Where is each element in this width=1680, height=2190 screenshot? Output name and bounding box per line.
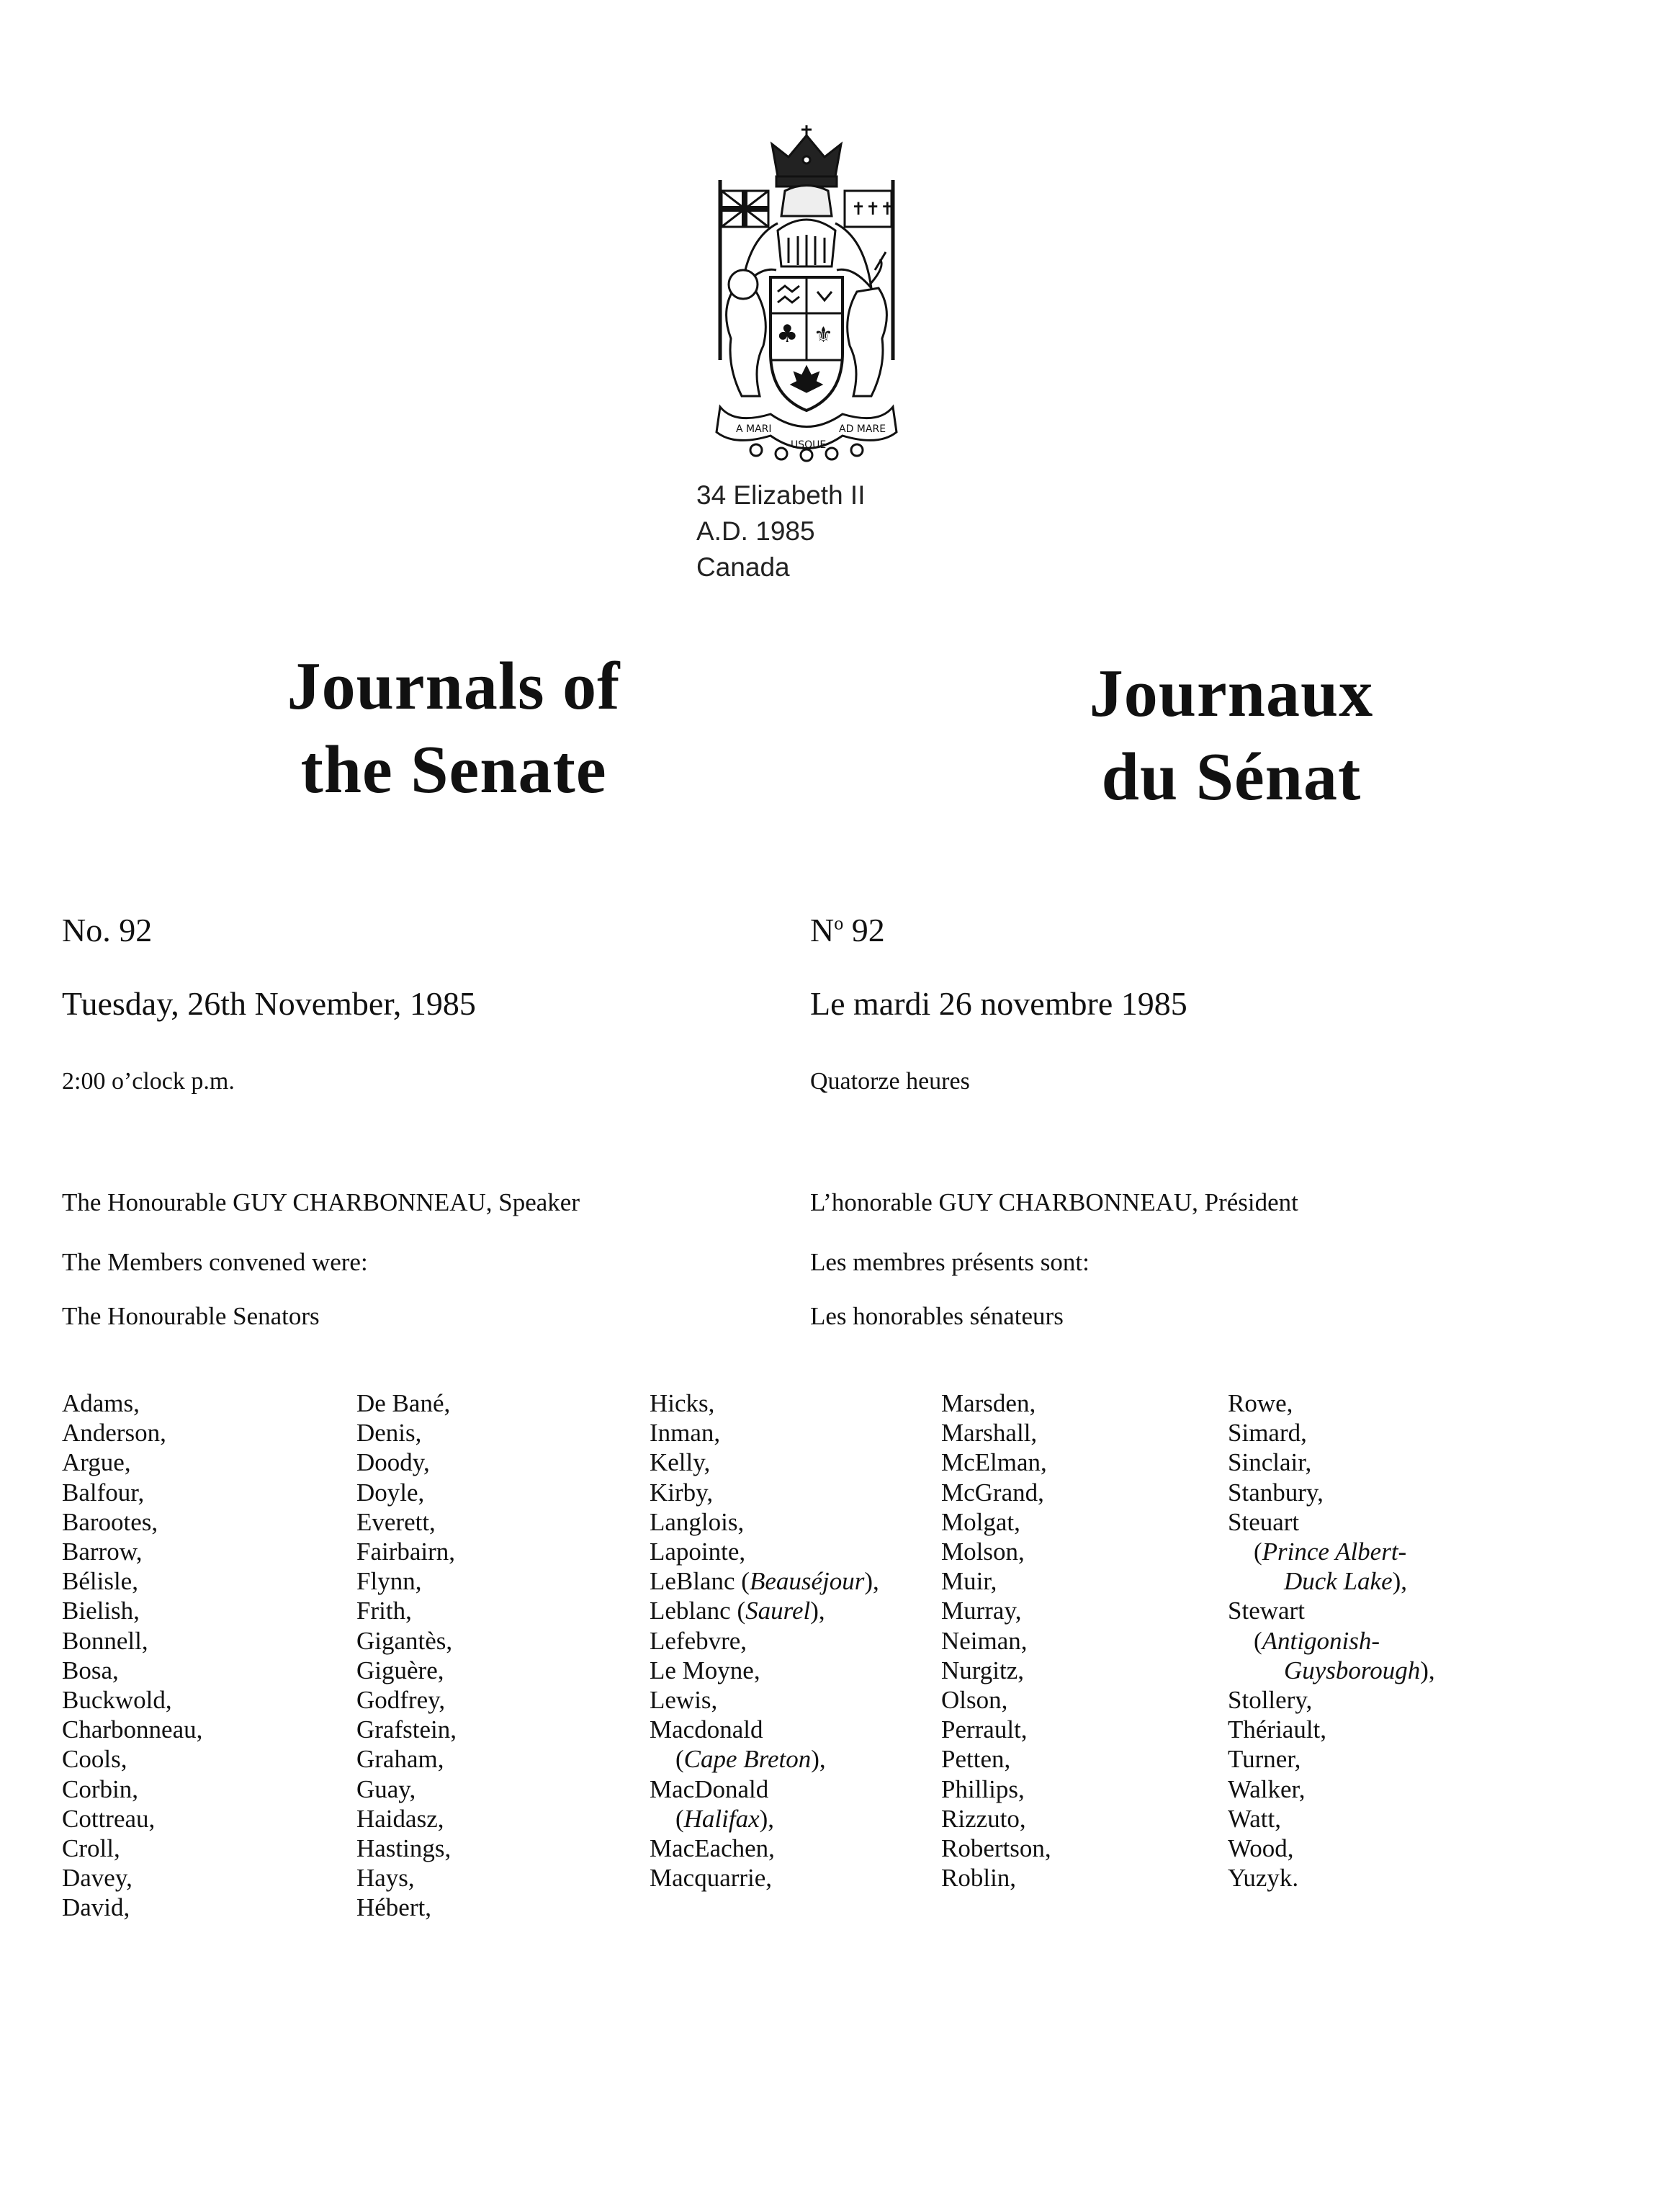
senator-name: Stanbury, xyxy=(1228,1478,1324,1507)
senator-name: Hicks, xyxy=(650,1389,715,1417)
senator-punct: ), xyxy=(811,1745,826,1774)
svg-text:♣: ♣ xyxy=(776,320,799,349)
senator-punct: ), xyxy=(864,1567,879,1596)
senator-name: Cools, xyxy=(62,1745,127,1774)
senator-name: MacEachen, xyxy=(650,1834,775,1863)
senator-name: Everett, xyxy=(356,1507,436,1536)
motto-left: A MARI xyxy=(736,423,772,435)
senator-name: Lewis, xyxy=(650,1686,718,1715)
title-french-line1: Journaux xyxy=(1089,656,1374,731)
speaker-french: L’honorable GUY CHARBONNEAU, Président xyxy=(810,1188,1298,1216)
senator-name: Adams, xyxy=(62,1389,140,1417)
senator-name: Robertson, xyxy=(941,1834,1051,1863)
sitting-date-english: Tuesday, 26th November, 1985 xyxy=(62,985,476,1022)
senator-punct: ( xyxy=(675,1745,684,1774)
motto-right: AD MARE xyxy=(839,423,886,435)
senator-riding-line xyxy=(650,1744,879,1774)
senator-riding-line xyxy=(1228,1626,1435,1656)
regnal-year: 34 Elizabeth II xyxy=(696,480,866,510)
title-english-line1: Journals of xyxy=(287,649,621,724)
anno-domini: A.D. 1985 xyxy=(696,516,815,546)
senator-punct: ), xyxy=(1392,1567,1408,1596)
senator-punct: ), xyxy=(759,1804,775,1833)
senator-name: Doyle, xyxy=(356,1478,425,1507)
senator-riding: Beauséjour xyxy=(749,1567,865,1596)
coat-of-arms-emblem xyxy=(691,122,922,465)
senator-punct: ), xyxy=(810,1597,825,1625)
senator-name: Watt, xyxy=(1228,1804,1281,1833)
senator-name: Graham, xyxy=(356,1745,444,1774)
senator-riding: Saurel xyxy=(745,1597,811,1625)
senator-name: Charbonneau, xyxy=(62,1715,203,1744)
members-convened-french: Les membres présents sont: xyxy=(810,1248,1090,1276)
senators-heading-english: The Honourable Senators xyxy=(62,1302,320,1330)
members-convened-english: The Members convened were: xyxy=(62,1248,368,1276)
senator-name: Fairbairn, xyxy=(356,1538,456,1566)
senator-name: Macdonald xyxy=(650,1715,763,1744)
senator-name: Hébert, xyxy=(356,1893,431,1922)
senator-punct: ( xyxy=(675,1804,684,1833)
title-english-line2: the Senate xyxy=(300,732,607,807)
senator-riding: Duck Lake xyxy=(1284,1567,1393,1596)
senator-name: Barootes, xyxy=(62,1507,158,1536)
senator-riding-line xyxy=(1228,1656,1435,1685)
svg-text:⚜: ⚜ xyxy=(814,323,833,348)
issue-number-value: 92 xyxy=(843,912,885,948)
senator-riding: Cape Breton xyxy=(683,1745,812,1774)
senator-name: Yuzyk. xyxy=(1228,1864,1299,1893)
senator-name: Bielish, xyxy=(62,1597,140,1625)
sitting-time-english: 2:00 o’clock p.m. xyxy=(62,1068,235,1095)
senator-name: Kelly, xyxy=(650,1448,711,1477)
senator-name: Petten, xyxy=(941,1745,1011,1774)
senator-name: Thériault, xyxy=(1228,1715,1327,1744)
senators-column-5 xyxy=(1228,1388,1435,1893)
country: Canada xyxy=(696,552,790,582)
senators-heading-french: Les honorables sénateurs xyxy=(810,1302,1064,1330)
issue-number-superscript: o xyxy=(834,912,844,934)
senator-name: Marshall, xyxy=(941,1419,1038,1448)
senator-name: Lapointe, xyxy=(650,1538,746,1566)
svg-text:✝✝✝: ✝✝✝ xyxy=(851,199,895,219)
senator-name-with-riding xyxy=(650,1596,879,1625)
senator-name: McGrand, xyxy=(941,1478,1044,1507)
senator-name: Croll, xyxy=(62,1834,120,1863)
senator-name: Simard, xyxy=(1228,1419,1307,1448)
senator-name: Turner, xyxy=(1228,1745,1301,1774)
senator-name: David, xyxy=(62,1893,130,1922)
senator-name: Sinclair, xyxy=(1228,1448,1312,1477)
senator-name: Marsden, xyxy=(941,1389,1036,1417)
senator-name: Anderson, xyxy=(62,1419,166,1448)
senator-name: Gigantès, xyxy=(356,1626,453,1655)
crown-icon xyxy=(772,125,841,187)
senator-name: Langlois, xyxy=(650,1507,745,1536)
senator-name: Davey, xyxy=(62,1864,132,1893)
senator-name: Murray, xyxy=(941,1597,1022,1625)
senator-name: Corbin, xyxy=(62,1774,138,1803)
senator-name: Haidasz, xyxy=(356,1804,444,1833)
senator-name: Perrault, xyxy=(941,1715,1028,1744)
senator-name: Nurgitz, xyxy=(941,1656,1025,1684)
senator-name: Argue, xyxy=(62,1448,131,1477)
senator-name: Barrow, xyxy=(62,1538,143,1566)
senator-name: Giguère, xyxy=(356,1656,444,1684)
senator-name: Bosa, xyxy=(62,1656,119,1684)
senators-column-4 xyxy=(941,1388,1051,1893)
title-french xyxy=(987,652,1476,819)
title-french-line2: du Sénat xyxy=(1101,740,1362,814)
senator-name: Inman, xyxy=(650,1419,721,1448)
senator-riding: Antigonish- xyxy=(1262,1626,1380,1655)
senator-name: Molson, xyxy=(941,1538,1025,1566)
senator-name: Hastings, xyxy=(356,1834,452,1863)
issue-number-prefix: N xyxy=(810,912,835,948)
senator-riding-line xyxy=(650,1804,879,1834)
senator-name: Rowe, xyxy=(1228,1389,1293,1417)
senator-punct: ( xyxy=(1254,1538,1262,1566)
senator-name: Kirby, xyxy=(650,1478,714,1507)
senator-name: Macquarrie, xyxy=(650,1864,773,1893)
issue-number-english: No. 92 xyxy=(62,912,153,948)
senator-surname: Leblanc ( xyxy=(650,1597,746,1625)
senator-punct: ), xyxy=(1420,1656,1435,1684)
senator-riding: Halifax xyxy=(683,1804,760,1833)
senator-name: Flynn, xyxy=(356,1567,422,1596)
senator-name: Phillips, xyxy=(941,1774,1025,1803)
motto-center: USQUE xyxy=(791,439,827,451)
senators-column-3 xyxy=(650,1388,879,1893)
senator-name: Balfour, xyxy=(62,1478,145,1507)
title-english xyxy=(209,645,698,812)
senators-column-1 xyxy=(62,1388,202,1923)
senator-name: Lefebvre, xyxy=(650,1626,747,1655)
senator-name: Stewart xyxy=(1228,1597,1305,1625)
sitting-time-french: Quatorze heures xyxy=(810,1068,970,1095)
senator-name: Molgat, xyxy=(941,1507,1020,1536)
senator-riding-line xyxy=(1228,1566,1435,1596)
senator-name: Walker, xyxy=(1228,1774,1306,1803)
senator-name: Guay, xyxy=(356,1774,416,1803)
senator-name: Bélisle, xyxy=(62,1567,138,1596)
senator-name-with-riding xyxy=(650,1566,879,1596)
senators-column-2 xyxy=(356,1388,457,1923)
senator-surname: LeBlanc ( xyxy=(650,1567,750,1596)
senator-name: Godfrey, xyxy=(356,1686,446,1715)
senator-punct: ( xyxy=(1254,1626,1262,1655)
senator-name: Roblin, xyxy=(941,1864,1017,1893)
senator-name: Doody, xyxy=(356,1448,430,1477)
senator-riding-line xyxy=(1228,1537,1435,1566)
senator-name: McElman, xyxy=(941,1448,1047,1477)
senator-name: Stollery, xyxy=(1228,1686,1313,1715)
senator-name: Denis, xyxy=(356,1419,422,1448)
senator-name: Olson, xyxy=(941,1686,1008,1715)
senator-name: MacDonald xyxy=(650,1774,769,1803)
senator-name: Steuart xyxy=(1228,1507,1300,1536)
senator-riding: Prince Albert- xyxy=(1262,1538,1407,1566)
issue-number-french xyxy=(810,911,885,949)
sitting-date-french: Le mardi 26 novembre 1985 xyxy=(810,985,1187,1022)
senator-name: Buckwold, xyxy=(62,1686,172,1715)
senator-name: Muir, xyxy=(941,1567,997,1596)
senator-name: Cottreau, xyxy=(62,1804,156,1833)
senator-name: Hays, xyxy=(356,1864,415,1893)
senator-name: Wood, xyxy=(1228,1834,1294,1863)
senator-name: Rizzuto, xyxy=(941,1804,1026,1833)
senator-name: Bonnell, xyxy=(62,1626,148,1655)
senator-riding: Guysborough xyxy=(1284,1656,1421,1684)
senator-name: De Bané, xyxy=(356,1389,451,1417)
senator-name: Le Moyne, xyxy=(650,1656,760,1684)
senator-name: Grafstein, xyxy=(356,1715,457,1744)
speaker-english: The Honourable GUY CHARBONNEAU, Speaker xyxy=(62,1188,580,1216)
senator-name: Neiman, xyxy=(941,1626,1028,1655)
senator-name: Frith, xyxy=(356,1597,412,1625)
